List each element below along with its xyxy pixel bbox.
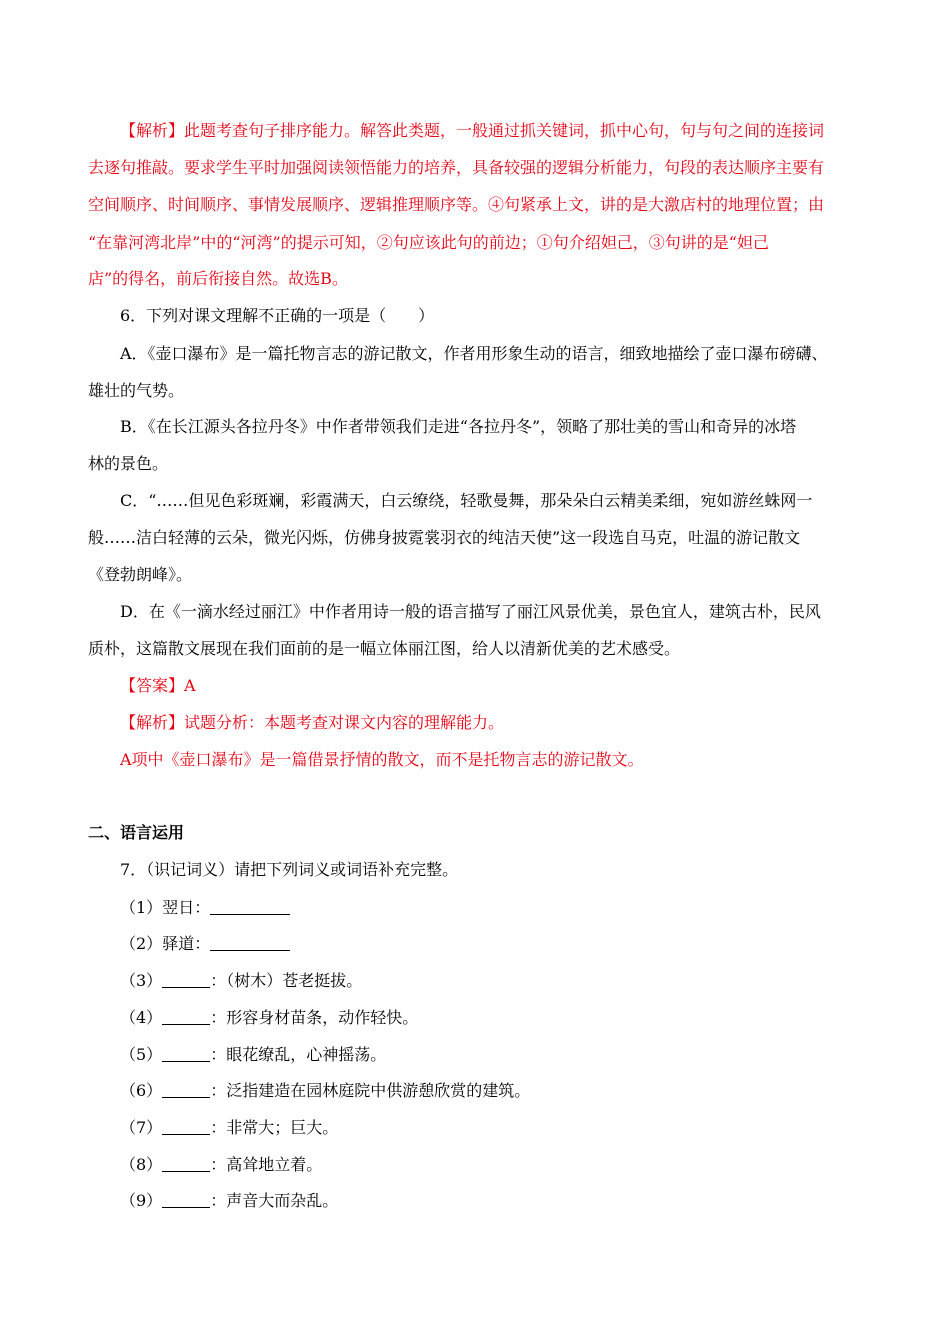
option-a-line: 雄壮的气势。: [88, 381, 185, 400]
answer-blank: [162, 1008, 210, 1025]
item-text: ：泛指建造在园林庭院中供游憩欣赏的建筑。: [210, 1081, 531, 1100]
item-number: （7）: [120, 1118, 163, 1137]
analysis-line: 空间顺序、时间顺序、事情发展顺序、逻辑推理顺序等。④句紧承上文，讲的是大激店村的地理位置；由: [88, 195, 825, 214]
answer-blank: [162, 1191, 210, 1208]
option-c-line: 《登勃朗峰》。: [88, 565, 193, 584]
option-c-line: C．“……但见色彩斑斓，彩霞满天，白云缭绕，轻歌曼舞，那朵朵白云精美柔细，宛如游丝蛛网一: [120, 491, 813, 510]
list-item: [120, 1154, 322, 1176]
item-number: （6）: [120, 1081, 163, 1100]
question-7-stem: 7．（识记词义）请把下列词义或词语补充完整。: [120, 860, 459, 879]
item-number: （5）: [120, 1045, 163, 1064]
option-d-line: 质朴，这篇散文展现在我们面前的是一幅立体丽江图，给人以清新优美的艺术感受。: [88, 639, 681, 658]
item-text: ：声音大而杂乱。: [210, 1191, 339, 1210]
option-b-line: 林的景色。: [88, 454, 169, 473]
list-item: [120, 897, 290, 919]
list-item: [120, 1080, 530, 1102]
item-number: （8）: [120, 1155, 163, 1174]
item-number: （3）: [120, 971, 163, 990]
item-text: ：眼花缭乱，心神摇荡。: [210, 1045, 387, 1064]
item-text: ：高耸地立着。: [210, 1155, 323, 1174]
section-heading: 二、语言运用: [88, 823, 185, 842]
answer-blank: [210, 934, 290, 951]
option-c-line: 般……洁白轻薄的云朵，微光闪烁，仿佛身披霓裳羽衣的纯洁天使”这一段选自马克，吐温的游记散文: [88, 528, 801, 547]
analysis-line: “在靠河湾北岸”中的“河湾”的提示可知，②句应该此句的前边；①句介绍妲己，③句讲的是“妲己: [88, 233, 769, 252]
list-item: [120, 1117, 338, 1139]
item-text: 翌日：: [162, 898, 211, 917]
item-text: ：非常大；巨大。: [210, 1118, 339, 1137]
option-d-line: D．在《一滴水经过丽江》中作者用诗一般的语言描写了丽江风景优美，景色宜人，建筑古朴，民风: [120, 602, 821, 621]
list-item: [120, 1007, 418, 1029]
analysis-text: 此题考查句子排序能力。解答此类题，一般通过抓关键词，抓中心句，句与句之间的连接词: [184, 121, 825, 140]
answer-line: [120, 675, 196, 697]
analysis-line: [120, 120, 824, 142]
answer-blank: [162, 1045, 210, 1062]
option-b-line: B．《在长江源头各拉丹冬》中作者带领我们走进“各拉丹冬”，领略了那壮美的雪山和奇异的冰塔: [120, 417, 797, 436]
list-item: [120, 1190, 338, 1212]
analysis-line: 去逐句推敲。要求学生平时加强阅读领悟能力的培养，具备较强的逻辑分析能力，句段的表达顺序主要有: [88, 158, 825, 177]
list-item: [120, 933, 290, 955]
answer-blank: [210, 898, 290, 915]
analysis-line: [120, 712, 504, 734]
answer-blank: [162, 1155, 210, 1172]
item-text: ：形容身材苗条，动作轻快。: [210, 1008, 419, 1027]
item-text: ：（树木）苍老挺拔。: [210, 971, 363, 990]
analysis-text: 试题分析：本题考查对课文内容的理解能力。: [184, 713, 505, 732]
analysis-tag: 【解析】: [120, 713, 185, 732]
answer-blank: [162, 1118, 210, 1135]
analysis-line: A项中《壶口瀑布》是一篇借景抒情的散文，而不是托物言志的游记散文。: [120, 750, 644, 769]
item-number: （9）: [120, 1191, 163, 1210]
answer-blank: [162, 971, 210, 988]
list-item: [120, 970, 362, 992]
analysis-line: 店”的得名，前后衔接自然。故选B。: [88, 269, 348, 288]
answer-value: A: [184, 676, 196, 695]
answer-blank: [162, 1081, 210, 1098]
analysis-tag: 【解析】: [120, 121, 185, 140]
list-item: [120, 1044, 386, 1066]
item-text: 驿道：: [162, 934, 211, 953]
question-6-stem: 6．下列对课文理解不正确的一项是（ ）: [120, 306, 435, 325]
item-number: （1）: [120, 898, 163, 917]
answer-tag: 【答案】: [120, 676, 185, 695]
option-a-line: A．《壶口瀑布》是一篇托物言志的游记散文，作者用形象生动的语言，细致地描绘了壶口瀑布磅礴、: [120, 344, 828, 363]
item-number: （4）: [120, 1008, 163, 1027]
item-number: （2）: [120, 934, 163, 953]
